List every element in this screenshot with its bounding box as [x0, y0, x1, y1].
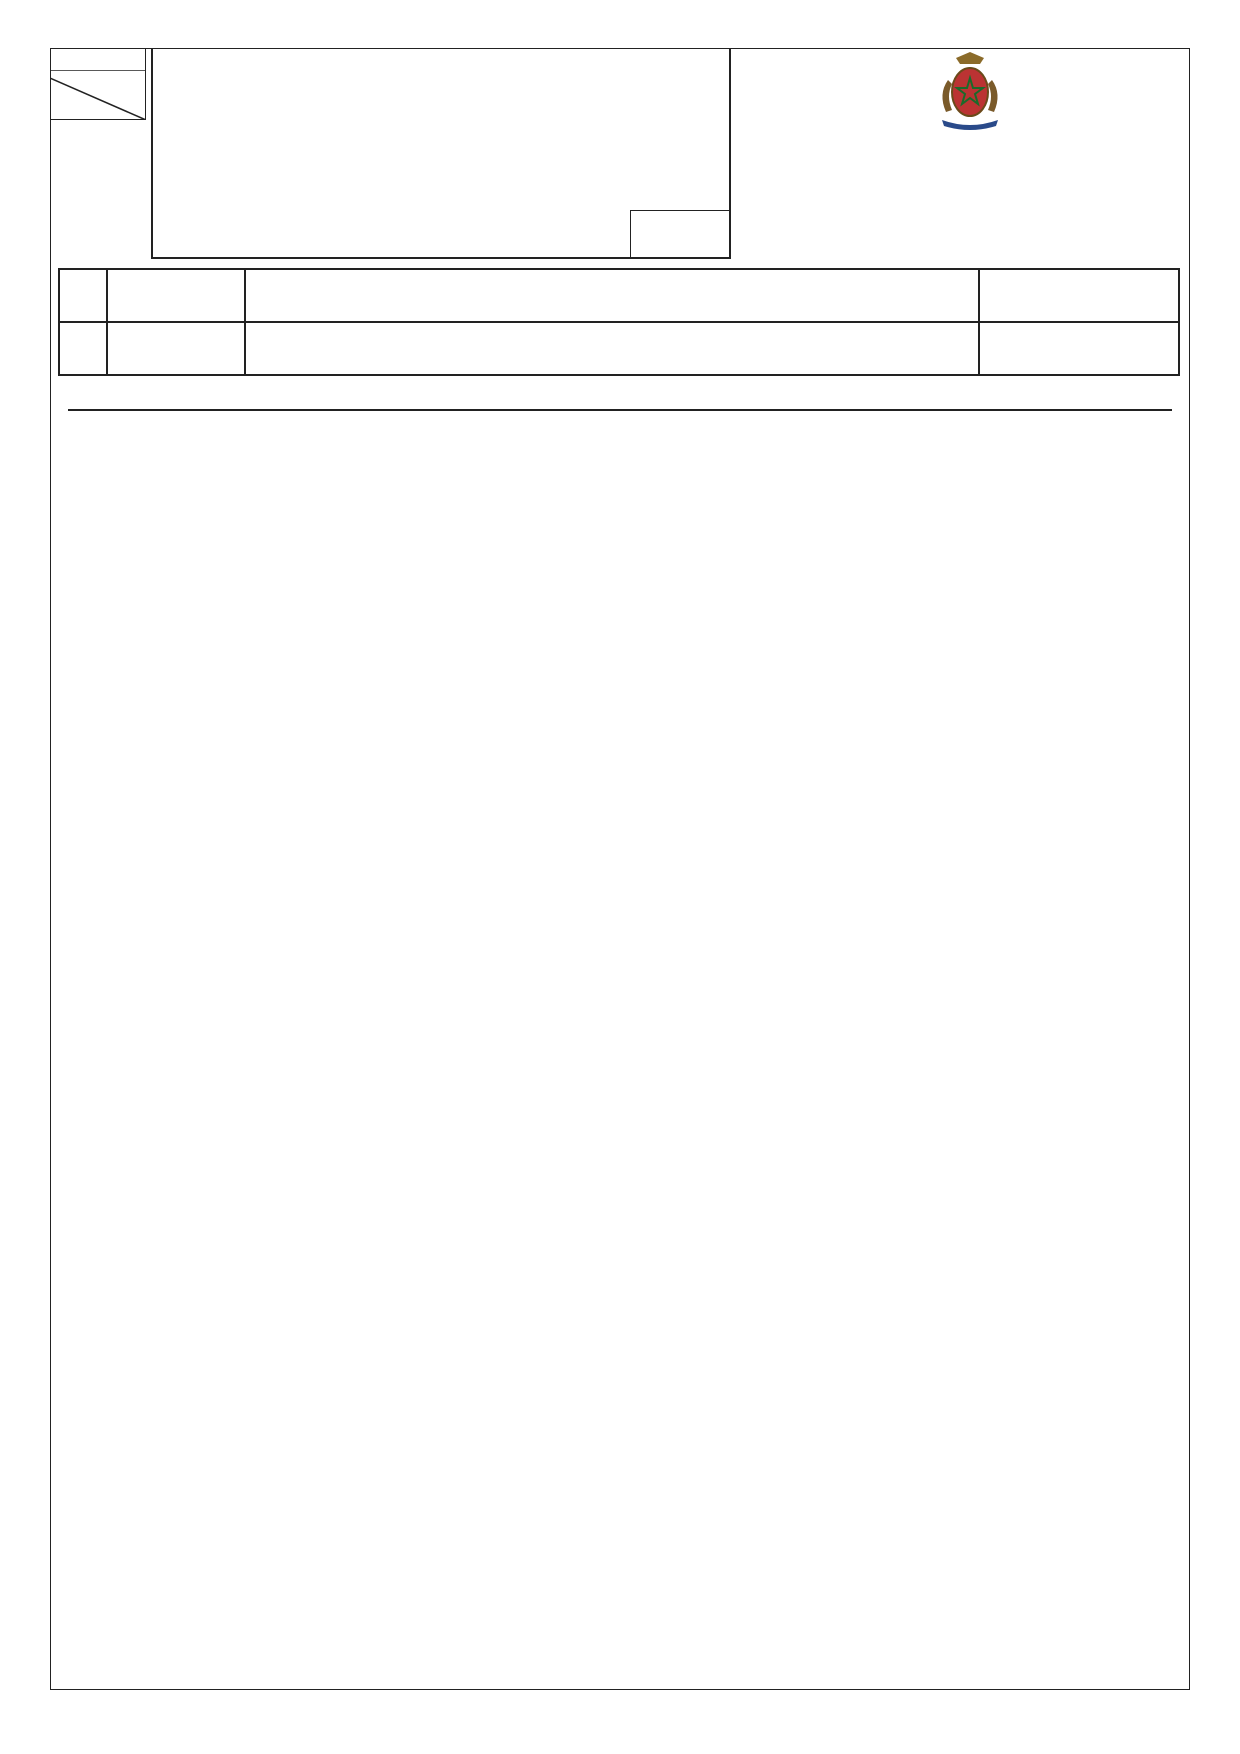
- subject-value: [245, 269, 979, 322]
- page-divider-line: [50, 70, 146, 120]
- subject-label: [979, 269, 1179, 322]
- subject-info-table: [58, 268, 1180, 376]
- coefficient-value: [59, 322, 107, 375]
- subject-row: [59, 269, 1179, 322]
- page-number-box: [50, 48, 146, 120]
- branch-row: [59, 322, 1179, 375]
- kingdom-emblem-icon: [930, 50, 1010, 130]
- header-separator: [68, 409, 1172, 411]
- duration-value: [59, 269, 107, 322]
- branch-label: [979, 322, 1179, 375]
- duration-label: [107, 269, 245, 322]
- exam-code: [630, 210, 730, 258]
- branch-value: [245, 322, 979, 375]
- coefficient-label: [107, 322, 245, 375]
